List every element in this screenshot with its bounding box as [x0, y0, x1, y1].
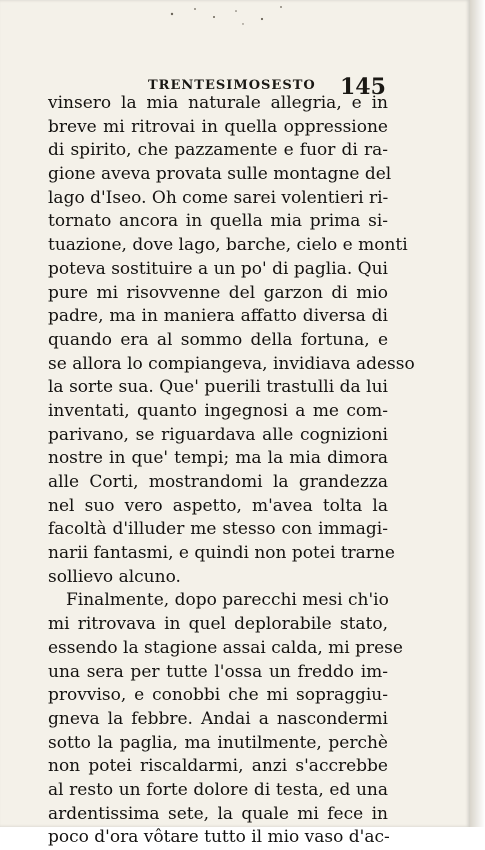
page-number: 145: [340, 74, 386, 100]
text-line: sotto la paglia, ma inutilmente, perchè: [48, 732, 388, 753]
text-line: facoltà d'illuder me stesso con immagi-: [48, 519, 388, 540]
text-line: lago d'Iseo. Oh come sarei volentieri ri-: [48, 187, 389, 208]
text-line: mi ritrovava in quel deplorabile stato,: [48, 614, 388, 635]
text-line: una sera per tutte l'ossa un freddo im-: [48, 661, 388, 682]
text-line: quando era al sommo della fortuna, e: [48, 329, 388, 350]
text-line: narii fantasmi, e quindi non potei trarne: [48, 543, 395, 564]
text-line: non potei riscaldarmi, anzi s'accrebbe: [48, 756, 388, 777]
text-line: nostre in que' tempi; ma la mia dimora: [48, 448, 388, 469]
text-line: provviso, e conobbi che mi sopraggiu-: [48, 685, 388, 706]
text-line: se allora lo compiangeva, invidiava adesso: [48, 353, 415, 374]
text-line: pure mi risovvenne del garzon di mio: [48, 282, 388, 303]
paragraph: [48, 589, 403, 850]
page-edge: [470, 0, 485, 827]
text-line: essendo la stagione assai calda, mi prese: [48, 637, 403, 658]
text-line: tornato ancora in quella mia prima si-: [48, 211, 388, 232]
text-line: parivano, se riguardava alle cognizioni: [48, 424, 388, 445]
text-line: alle Corti, mostrandomi la grandezza: [48, 472, 388, 492]
text-line: vinsero la mia naturale allegria, e in: [48, 93, 388, 113]
text-line: sollievo alcuno.: [48, 566, 181, 587]
text-line: inventati, quanto ingegnosi a me com-: [48, 400, 388, 421]
text-line: poco d'ora vôtare tutto il mio vaso d'ac-: [48, 827, 390, 848]
running-title: TRENTESIMOSESTO: [148, 78, 316, 93]
text-line: tuazione, dove lago, barche, cielo e monti: [48, 235, 408, 256]
text-line: gione aveva provata sulle montagne del: [48, 164, 392, 185]
text-line: padre, ma in maniera affatto diversa di: [48, 306, 388, 327]
text-line: Finalmente, dopo parecchi mesi ch'io: [66, 590, 389, 611]
text-line: ardentissima sete, la quale mi fece in: [48, 803, 388, 824]
text-line: breve mi ritrovai in quella oppressione: [48, 116, 388, 137]
text-line: gneva la febbre. Andai a nascondermi: [48, 708, 388, 729]
text-line: al resto un forte dolore di testa, ed una: [48, 779, 388, 800]
text-line: la sorte sua. Que' puerili trastulli da lui: [48, 377, 388, 398]
paper-stains: [0, 0, 470, 60]
paragraph: [48, 92, 415, 589]
body-text: [48, 92, 415, 850]
text-line: poteva sostituire a un po' di paglia. Qui: [48, 258, 388, 279]
text-line: di spirito, che pazzamente e fuor di ra-: [48, 140, 388, 161]
text-line: nel suo vero aspetto, m'avea tolta la: [48, 495, 388, 516]
